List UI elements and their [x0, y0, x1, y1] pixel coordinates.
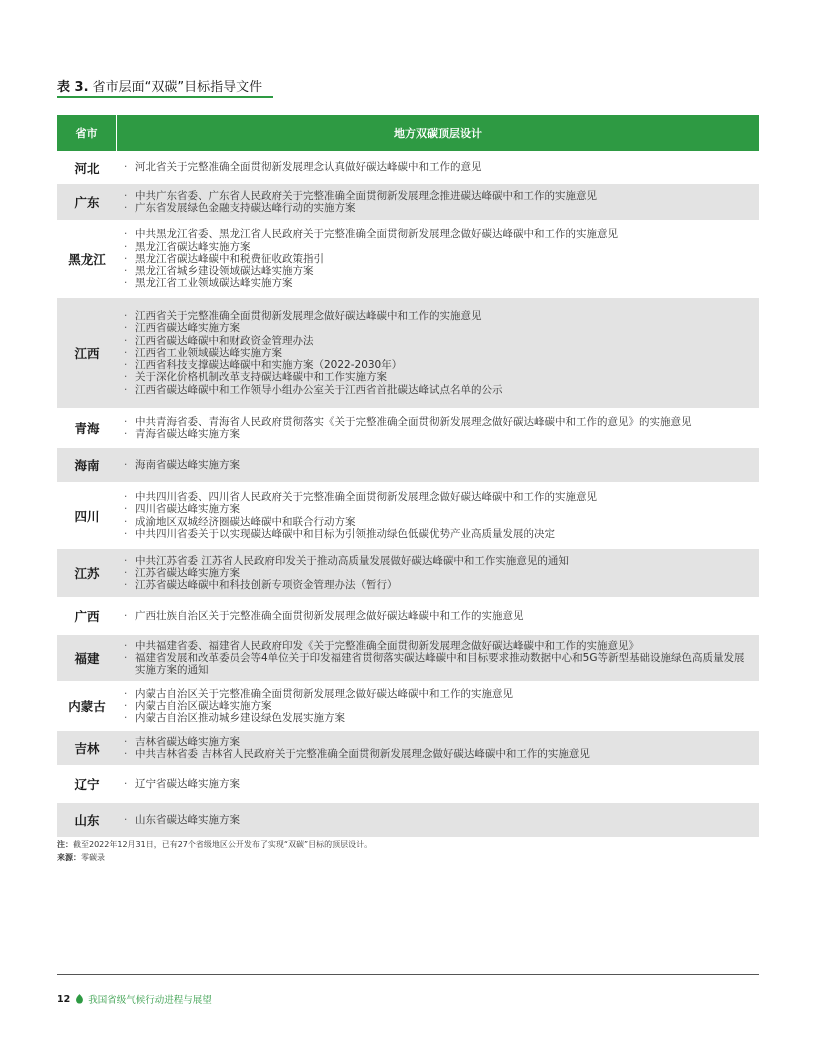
table-row [57, 184, 759, 220]
policy-list-cell [117, 298, 759, 408]
list-item: · 黑龙江省工业领域碳达峰实施方案 [123, 277, 751, 289]
list-item: · 河北省关于完整准确全面贯彻新发展理念认真做好碳达峰碳中和工作的意见 [123, 161, 751, 173]
province-cell: 四川 [57, 484, 117, 547]
list-item: · 江西省科技支撑碳达峰碳中和实施方案（2022-2030年） [123, 359, 751, 371]
list-item: · 中共四川省委关于以实现碳达峰碳中和目标为引领推动绿色低碳优势产业高质量发展的决定 [123, 528, 751, 540]
footer-title: 我国省级气候行动进程与展望 [88, 995, 212, 1006]
policy-list [123, 416, 751, 440]
policy-list [123, 459, 751, 471]
list-item: · 福建省发展和改革委员会等4单位关于印发福建省贯彻落实碳达峰碳中和目标要求推动数据中心和5G等新型基础设施绿色高质量发展实施方案的通知 [123, 652, 751, 676]
page-number: 12 [57, 993, 71, 1005]
province-cell: 海南 [57, 448, 117, 482]
list-item: · 内蒙古自治区推动城乡建设绿色发展实施方案 [123, 712, 751, 724]
table-row [57, 599, 759, 633]
list-item: · 中共江苏省委 江苏省人民政府印发关于推动高质量发展做好碳达峰碳中和工作实施意见的通知 [123, 555, 751, 567]
province-cell: 吉林 [57, 731, 117, 765]
list-item: · 内蒙古自治区关于完整准确全面贯彻新发展理念做好碳达峰碳中和工作的实施意见 [123, 688, 751, 700]
policy-list [123, 736, 751, 760]
list-item: · 辽宁省碳达峰实施方案 [123, 778, 751, 790]
province-cell: 江苏 [57, 549, 117, 597]
list-item: · 黑龙江省城乡建设领域碳达峰实施方案 [123, 265, 751, 277]
policy-table [57, 113, 759, 839]
list-item: · 黑龙江省碳达峰实施方案 [123, 241, 751, 253]
table-row [57, 298, 759, 408]
policy-list-cell [117, 484, 759, 547]
list-item: · 成渝地区双城经济圈碳达峰碳中和联合行动方案 [123, 516, 751, 528]
policy-list-cell [117, 803, 759, 837]
province-cell: 内蒙古 [57, 683, 117, 729]
policy-list-cell [117, 410, 759, 446]
policy-list-cell [117, 448, 759, 482]
province-cell: 黑龙江 [57, 222, 117, 296]
province-cell: 河北 [57, 153, 117, 182]
policy-list [123, 161, 751, 173]
policy-list [123, 814, 751, 826]
table-row [57, 803, 759, 837]
policy-list [123, 640, 751, 677]
footer-divider [57, 974, 759, 975]
list-item: · 广西壮族自治区关于完整准确全面贯彻新发展理念做好碳达峰碳中和工作的实施意见 [123, 610, 751, 622]
list-item: · 内蒙古自治区碳达峰实施方案 [123, 700, 751, 712]
policy-list [123, 190, 751, 214]
policy-list [123, 491, 751, 540]
source-line: 来源：零碳录 [57, 853, 105, 862]
province-cell: 福建 [57, 635, 117, 681]
table-row [57, 410, 759, 446]
list-item: · 中共黑龙江省委、黑龙江省人民政府关于完整准确全面贯彻新发展理念做好碳达峰碳中和工作的实施意见 [123, 228, 751, 240]
list-item: · 江苏省碳达峰碳中和科技创新专项资金管理办法（暂行） [123, 579, 751, 591]
policy-list [123, 688, 751, 725]
list-item: · 青海省碳达峰实施方案 [123, 428, 751, 440]
table-caption [57, 76, 262, 95]
policy-list [123, 555, 751, 592]
header-design: 地方双碳顶层设计 [117, 115, 759, 151]
table-row [57, 484, 759, 547]
policy-list-cell [117, 635, 759, 681]
list-item: · 江苏省碳达峰实施方案 [123, 567, 751, 579]
list-item: · 黑龙江省碳达峰碳中和税费征收政策指引 [123, 253, 751, 265]
list-item: · 中共青海省委、青海省人民政府贯彻落实《关于完整准确全面贯彻新发展理念做好碳达峰碳中和工作的意见》的实施意见 [123, 416, 751, 428]
table-row [57, 153, 759, 182]
policy-list [123, 228, 751, 289]
table-row [57, 635, 759, 681]
policy-list-cell [117, 153, 759, 182]
policy-list-cell [117, 549, 759, 597]
page-footer [57, 992, 212, 1006]
list-item: · 中共广东省委、广东省人民政府关于完整准确全面贯彻新发展理念推进碳达峰碳中和工作的实施意见 [123, 190, 751, 202]
title-underline [57, 96, 273, 98]
policy-list-cell [117, 222, 759, 296]
province-cell: 广东 [57, 184, 117, 220]
policy-list-cell [117, 767, 759, 801]
policy-list [123, 310, 751, 395]
table-row [57, 448, 759, 482]
policy-list-cell [117, 731, 759, 765]
table-row [57, 222, 759, 296]
header-province: 省市 [57, 115, 117, 151]
list-item: · 吉林省碳达峰实施方案 [123, 736, 751, 748]
table-number: 表 3. [57, 80, 89, 95]
list-item: · 江西省工业领域碳达峰实施方案 [123, 347, 751, 359]
leaf-icon [75, 994, 84, 1005]
table-row [57, 683, 759, 729]
list-item: · 关于深化价格机制改革支持碳达峰碳中和工作实施方案 [123, 371, 751, 383]
table-row [57, 767, 759, 801]
list-item: · 江西省关于完整准确全面贯彻新发展理念做好碳达峰碳中和工作的实施意见 [123, 310, 751, 322]
table-notes [57, 838, 372, 864]
list-item: · 江西省碳达峰碳中和财政资金管理办法 [123, 335, 751, 347]
list-item: · 山东省碳达峰实施方案 [123, 814, 751, 826]
note-line: 注：截至2022年12月31日，已有27个省级地区公开发布了实现“双碳”目标的顶层设计。 [57, 840, 373, 849]
policy-list-cell [117, 184, 759, 220]
province-cell: 江西 [57, 298, 117, 408]
province-cell: 山东 [57, 803, 117, 837]
list-item: · 海南省碳达峰实施方案 [123, 459, 751, 471]
policy-list [123, 778, 751, 790]
list-item: · 四川省碳达峰实施方案 [123, 503, 751, 515]
table-row [57, 731, 759, 765]
province-cell: 青海 [57, 410, 117, 446]
list-item: · 中共福建省委、福建省人民政府印发《关于完整准确全面贯彻新发展理念做好碳达峰碳中和工作的实施意见》 [123, 640, 751, 652]
list-item: · 江西省碳达峰碳中和工作领导小组办公室关于江西省首批碳达峰试点名单的公示 [123, 384, 751, 396]
table-title: 省市层面“双碳”目标指导文件 [92, 80, 263, 95]
province-cell: 辽宁 [57, 767, 117, 801]
policy-list [123, 610, 751, 622]
table-row [57, 549, 759, 597]
province-cell: 广西 [57, 599, 117, 633]
list-item: · 中共四川省委、四川省人民政府关于完整准确全面贯彻新发展理念做好碳达峰碳中和工作的实施意见 [123, 491, 751, 503]
policy-list-cell [117, 599, 759, 633]
list-item: · 中共吉林省委 吉林省人民政府关于完整准确全面贯彻新发展理念做好碳达峰碳中和工作的实施意见 [123, 748, 751, 760]
list-item: · 广东省发展绿色金融支持碳达峰行动的实施方案 [123, 202, 751, 214]
list-item: · 江西省碳达峰实施方案 [123, 322, 751, 334]
policy-list-cell [117, 683, 759, 729]
